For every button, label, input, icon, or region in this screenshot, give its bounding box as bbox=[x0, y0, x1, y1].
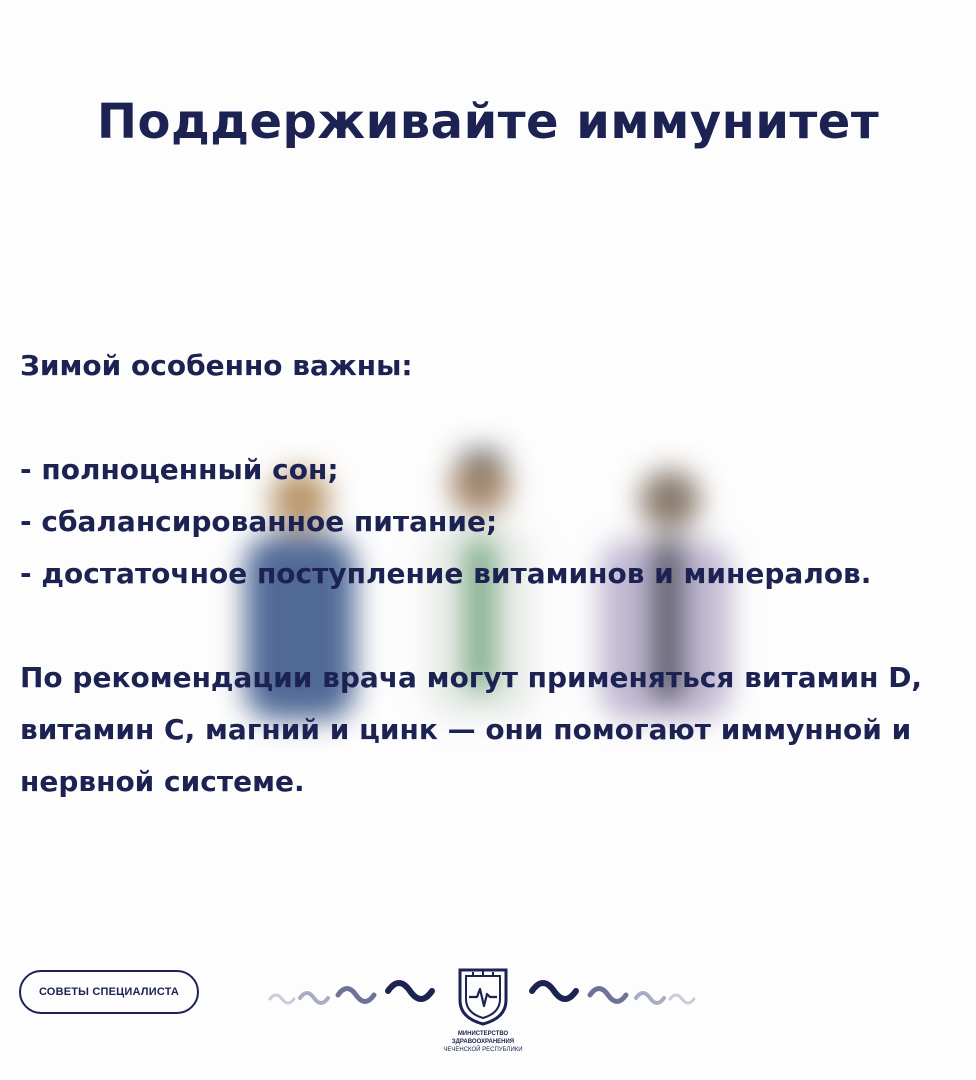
intro-text: Зимой особенно важны: bbox=[20, 349, 413, 382]
list-item: - полноценный сон; bbox=[20, 453, 339, 486]
ministry-line: ЗДРАВООХРАНЕНИЯ bbox=[451, 1039, 515, 1045]
ministry-caption bbox=[400, 1030, 566, 1054]
slide-content bbox=[20, 340, 970, 808]
list-item: - сбалансированное питание; bbox=[20, 505, 498, 538]
ministry-line: МИНИСТЕРСТВО bbox=[457, 1031, 509, 1037]
shield-heartbeat-emblem-icon bbox=[456, 966, 510, 1026]
specialist-advice-badge: СОВЕТЫ СПЕЦИАЛИСТА bbox=[19, 970, 199, 1014]
recommendation-paragraph: По рекомендации врача могут применяться витамин D, витамин C, магний и цинк — они помогают иммунной и нервной системе. bbox=[20, 661, 923, 798]
slide-title: Поддерживайте иммунитет bbox=[96, 94, 880, 151]
ministry-line: ЧЕЧЕНСКОЙ РЕСПУБЛИКИ bbox=[443, 1047, 523, 1053]
list-item: - достаточное поступление витаминов и минералов. bbox=[20, 557, 872, 590]
